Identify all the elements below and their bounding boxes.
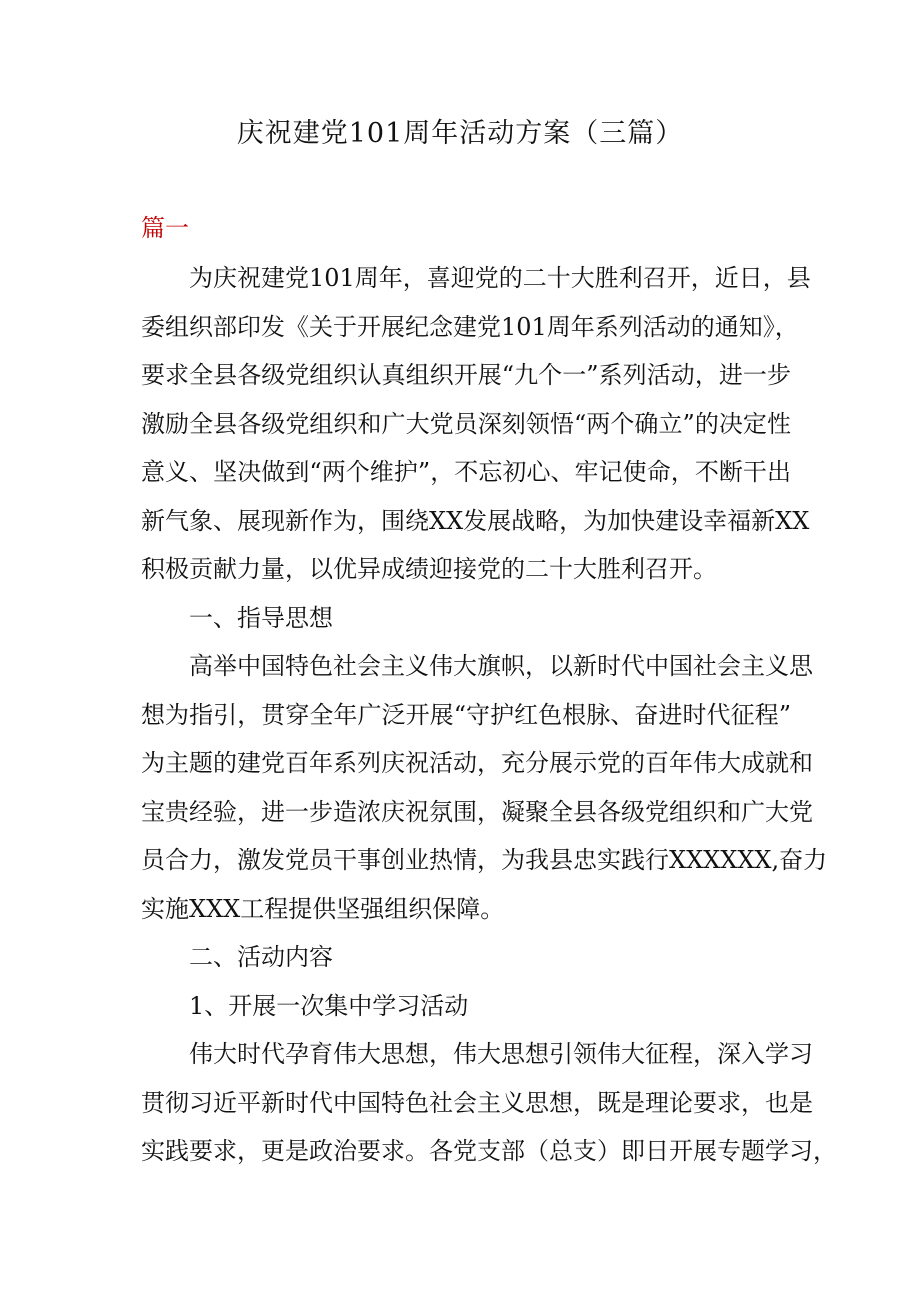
paragraph-line: 委组织部印发《关于开展纪念建党101周年系列活动的通知》， bbox=[141, 312, 799, 341]
paragraph-line: 要求全县各级党组织认真组织开展“九个一”系列活动，进一步 bbox=[141, 361, 791, 389]
paragraph-line: 伟大时代孕育伟大思想，伟大思想引领伟大征程，深入学习 bbox=[189, 1040, 813, 1068]
paragraph-line: 实施XXX工程提供坚强组织保障。 bbox=[141, 894, 505, 923]
paragraph-line: 高举中国特色社会主义伟大旗帜，以新时代中国社会主义思 bbox=[189, 652, 813, 680]
paragraph-line: 为主题的建党百年系列庆祝活动，充分展示党的百年伟大成就和 bbox=[141, 749, 813, 777]
section-label: 篇一 bbox=[141, 214, 189, 242]
paragraph-line: 积极贡献力量，以优异成绩迎接党的二十大胜利召开。 bbox=[141, 555, 717, 583]
paragraph-line: 激励全县各级党组织和广大党员深刻领悟“两个确立”的决定性 bbox=[141, 409, 791, 438]
paragraph-line: 意义、坚决做到“两个维护”，不忘初心、牢记使命，不断干出 bbox=[141, 458, 791, 486]
document-body bbox=[141, 254, 837, 1176]
paragraph-line: 员合力，激发党员干事创业热情，为我县忠实践行XXXXXX,奋力 bbox=[141, 846, 828, 874]
section-heading: 二、活动内容 bbox=[189, 943, 333, 971]
section-heading: 一、指导思想 bbox=[189, 603, 333, 632]
paragraph-line: 想为指引，贯穿全年广泛开展“守护红色根脉、奋进时代征程” bbox=[141, 700, 791, 729]
paragraph-line: 实践要求，更是政治要求。各党支部（总支）即日开展专题学习， bbox=[141, 1137, 837, 1165]
paragraph-line: 新气象、展现新作为，围绕XX发展战略，为加快建设幸福新XX bbox=[141, 506, 810, 535]
subsection-heading: 1、开展一次集中学习活动 bbox=[189, 991, 469, 1020]
paragraph-line: 为庆祝建党101周年，喜迎党的二十大胜利召开，近日，县 bbox=[189, 264, 811, 292]
paragraph-line: 贯彻习近平新时代中国特色社会主义思想，既是理论要求，也是 bbox=[141, 1088, 813, 1117]
document-title: 庆祝建党101周年活动方案（三篇） bbox=[236, 118, 684, 149]
paragraph-line: 宝贵经验，进一步造浓庆祝氛围，凝聚全县各级党组织和广大党 bbox=[141, 797, 813, 826]
